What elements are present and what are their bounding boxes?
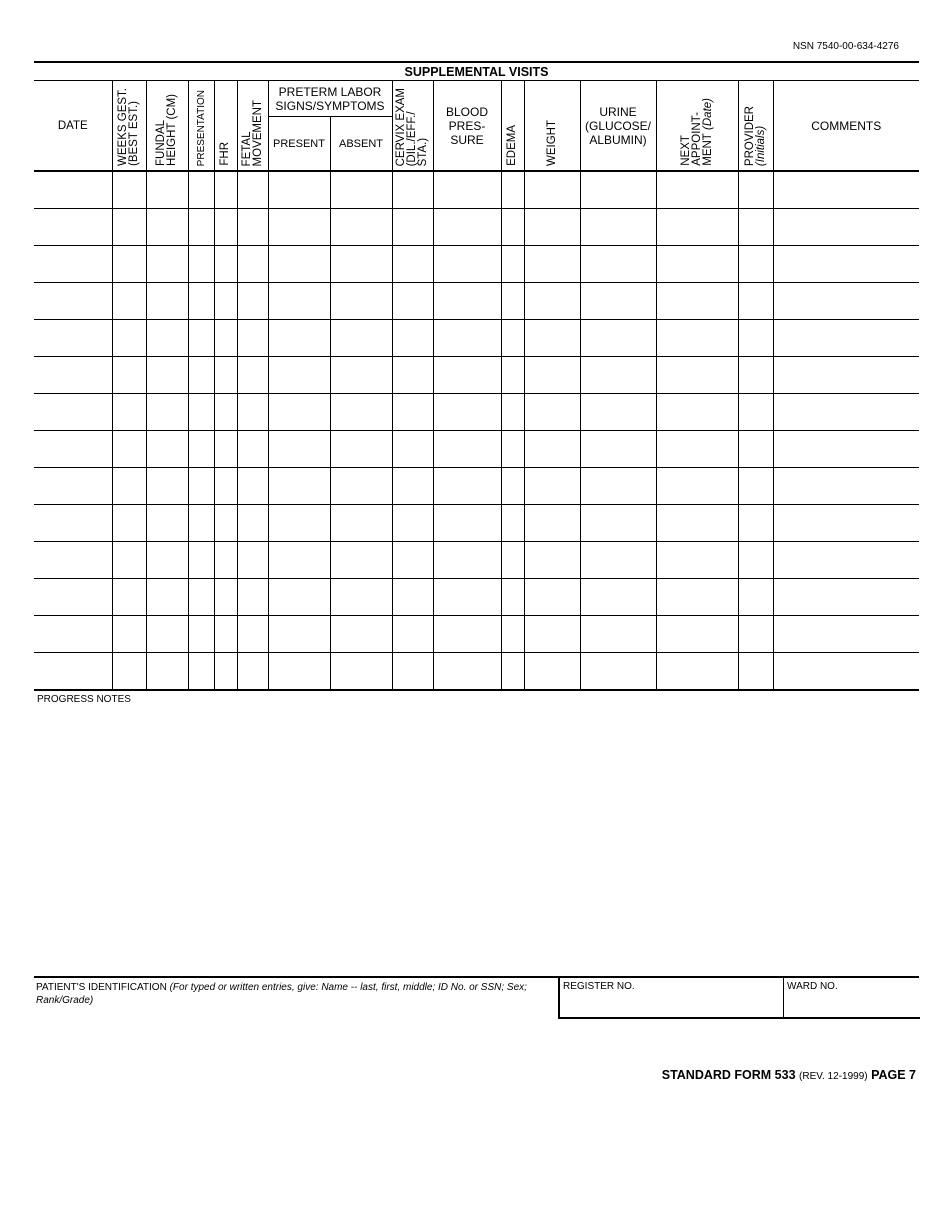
- table-cell[interactable]: [580, 357, 656, 394]
- table-cell[interactable]: [112, 505, 146, 542]
- table-cell[interactable]: [237, 394, 268, 431]
- table-row: [34, 431, 919, 468]
- table-cell[interactable]: [524, 505, 580, 542]
- table-cell[interactable]: [580, 505, 656, 542]
- table-cell[interactable]: [524, 616, 580, 653]
- table-cell[interactable]: [433, 505, 501, 542]
- table-cell[interactable]: [773, 616, 919, 653]
- table-cell[interactable]: [34, 579, 112, 616]
- table-row: [34, 394, 919, 431]
- table-cell[interactable]: [112, 653, 146, 691]
- table-cell[interactable]: [112, 394, 146, 431]
- table-cell[interactable]: [392, 653, 433, 691]
- table-cell[interactable]: [392, 320, 433, 357]
- table-cell[interactable]: [237, 320, 268, 357]
- table-cell[interactable]: [524, 320, 580, 357]
- table-cell[interactable]: [112, 616, 146, 653]
- table-cell[interactable]: [433, 394, 501, 431]
- table-cell[interactable]: [214, 171, 237, 209]
- table-cell[interactable]: [330, 171, 392, 209]
- header-cervix-exam: CERVIX EXAM (DIL./EFF./ STA.): [392, 81, 433, 172]
- table-cell[interactable]: [268, 394, 330, 431]
- table-cell[interactable]: [433, 357, 501, 394]
- table-cell[interactable]: [112, 579, 146, 616]
- table-cell[interactable]: [237, 357, 268, 394]
- table-cell[interactable]: [146, 616, 188, 653]
- table-cell[interactable]: [433, 468, 501, 505]
- table-cell[interactable]: [738, 320, 773, 357]
- table-cell[interactable]: [738, 431, 773, 468]
- table-cell[interactable]: [214, 616, 237, 653]
- table-cell[interactable]: [330, 320, 392, 357]
- table-cell[interactable]: [501, 320, 524, 357]
- header-urine: URINE (GLUCOSE/ ALBUMIN): [580, 81, 656, 172]
- table-cell[interactable]: [188, 579, 214, 616]
- table-cell[interactable]: [188, 171, 214, 209]
- table-cell[interactable]: [330, 653, 392, 691]
- table-cell[interactable]: [433, 209, 501, 246]
- table-cell[interactable]: [268, 283, 330, 320]
- table-cell[interactable]: [738, 505, 773, 542]
- table-cell[interactable]: [656, 542, 738, 579]
- table-cell[interactable]: [330, 209, 392, 246]
- table-cell[interactable]: [656, 209, 738, 246]
- table-cell[interactable]: [146, 357, 188, 394]
- header-next-appointment: NEXT APPOINT- MENT (Date): [656, 81, 738, 172]
- table-cell[interactable]: [392, 468, 433, 505]
- table-cell[interactable]: [524, 283, 580, 320]
- table-cell[interactable]: [656, 579, 738, 616]
- table-cell[interactable]: [656, 357, 738, 394]
- table-cell[interactable]: [188, 357, 214, 394]
- table-cell[interactable]: [268, 653, 330, 691]
- table-cell[interactable]: [146, 579, 188, 616]
- table-cell[interactable]: [237, 653, 268, 691]
- table-cell[interactable]: [501, 171, 524, 209]
- nsn-number: NSN 7540-00-634-4276: [792, 41, 899, 52]
- form-number: STANDARD FORM 533: [661, 1068, 796, 1082]
- table-cell[interactable]: [392, 542, 433, 579]
- table-cell[interactable]: [214, 320, 237, 357]
- table-cell[interactable]: [392, 616, 433, 653]
- table-cell[interactable]: [773, 320, 919, 357]
- table-cell[interactable]: [773, 283, 919, 320]
- table-cell[interactable]: [501, 283, 524, 320]
- table-cell[interactable]: [738, 653, 773, 691]
- table-cell[interactable]: [34, 283, 112, 320]
- table-cell[interactable]: [501, 246, 524, 283]
- table-cell[interactable]: [268, 468, 330, 505]
- table-cell[interactable]: [214, 283, 237, 320]
- table-cell[interactable]: [433, 579, 501, 616]
- table-cell[interactable]: [188, 468, 214, 505]
- table-cell[interactable]: [501, 579, 524, 616]
- patient-id-field[interactable]: [36, 981, 556, 1007]
- table-cell[interactable]: [268, 171, 330, 209]
- table-cell[interactable]: [34, 246, 112, 283]
- table-cell[interactable]: [773, 542, 919, 579]
- table-cell[interactable]: [580, 209, 656, 246]
- table-cell[interactable]: [188, 209, 214, 246]
- table-cell[interactable]: [34, 431, 112, 468]
- table-cell[interactable]: [580, 542, 656, 579]
- ward-no-label: WARD NO.: [787, 981, 838, 992]
- table-cell[interactable]: [188, 505, 214, 542]
- table-cell[interactable]: [580, 579, 656, 616]
- table-cell[interactable]: [433, 171, 501, 209]
- register-no-field[interactable]: [558, 978, 784, 1019]
- table-cell[interactable]: [268, 320, 330, 357]
- table-cell[interactable]: [214, 394, 237, 431]
- table-cell[interactable]: [501, 505, 524, 542]
- table-cell[interactable]: [738, 394, 773, 431]
- table-cell[interactable]: [34, 468, 112, 505]
- table-cell[interactable]: [433, 431, 501, 468]
- table-cell[interactable]: [392, 394, 433, 431]
- table-cell[interactable]: [433, 246, 501, 283]
- table-cell[interactable]: [524, 579, 580, 616]
- header-fetal-movement: FETAL MOVEMENT: [237, 81, 268, 172]
- table-cell[interactable]: [237, 431, 268, 468]
- table-cell[interactable]: [330, 542, 392, 579]
- table-cell[interactable]: [392, 209, 433, 246]
- table-cell[interactable]: [237, 579, 268, 616]
- header-presentation: PRESENTATION: [188, 81, 214, 172]
- table-cell[interactable]: [268, 431, 330, 468]
- table-cell[interactable]: [146, 431, 188, 468]
- table-cell[interactable]: [580, 320, 656, 357]
- table-cell[interactable]: [34, 394, 112, 431]
- header-weight: WEIGHT: [524, 81, 580, 172]
- table-cell[interactable]: [214, 209, 237, 246]
- table-cell[interactable]: [656, 320, 738, 357]
- header-date: DATE: [34, 81, 112, 172]
- table-cell[interactable]: [738, 468, 773, 505]
- table-cell[interactable]: [112, 171, 146, 209]
- table-cell[interactable]: [112, 320, 146, 357]
- table-cell[interactable]: [773, 468, 919, 505]
- table-cell[interactable]: [34, 653, 112, 691]
- table-cell[interactable]: [656, 171, 738, 209]
- table-cell[interactable]: [146, 283, 188, 320]
- table-cell[interactable]: [524, 394, 580, 431]
- header-present: PRESENT: [268, 117, 330, 172]
- table-cell[interactable]: [392, 283, 433, 320]
- table-cell[interactable]: [112, 468, 146, 505]
- table-cell[interactable]: [214, 505, 237, 542]
- table-cell[interactable]: [214, 468, 237, 505]
- table-cell[interactable]: [188, 394, 214, 431]
- table-cell[interactable]: [34, 357, 112, 394]
- table-row: [34, 505, 919, 542]
- table-cell[interactable]: [392, 505, 433, 542]
- table-cell[interactable]: [524, 246, 580, 283]
- table-cell[interactable]: [330, 246, 392, 283]
- table-cell[interactable]: [237, 542, 268, 579]
- form-footer: [662, 1068, 916, 1082]
- patient-id-instructions: (For typed or written entries, give: Name -- last, first, middle; ID No. or SSN; Sex; Rank/Grade): [36, 982, 527, 1006]
- table-cell[interactable]: [580, 394, 656, 431]
- progress-notes-label: PROGRESS NOTES: [37, 694, 131, 705]
- table-cell[interactable]: [392, 357, 433, 394]
- table-cell[interactable]: [237, 468, 268, 505]
- table-cell[interactable]: [188, 246, 214, 283]
- register-no-label: REGISTER NO.: [563, 981, 635, 992]
- header-preterm-labor: PRETERM LABOR SIGNS/SYMPTOMS: [268, 81, 392, 117]
- table-title: SUPPLEMENTAL VISITS: [34, 62, 919, 81]
- table-row: [34, 616, 919, 653]
- table-cell[interactable]: [433, 320, 501, 357]
- table-cell[interactable]: [214, 653, 237, 691]
- table-row: [34, 320, 919, 357]
- table-cell[interactable]: [433, 542, 501, 579]
- table-cell[interactable]: [524, 357, 580, 394]
- table-cell[interactable]: [214, 246, 237, 283]
- header-fhr: FHR: [214, 81, 237, 172]
- table-cell[interactable]: [773, 431, 919, 468]
- table-cell[interactable]: [188, 616, 214, 653]
- table-cell[interactable]: [268, 579, 330, 616]
- table-cell[interactable]: [268, 357, 330, 394]
- table-cell[interactable]: [146, 505, 188, 542]
- table-cell[interactable]: [656, 431, 738, 468]
- table-cell[interactable]: [112, 246, 146, 283]
- table-row: [34, 171, 919, 209]
- table-cell[interactable]: [656, 468, 738, 505]
- table-cell[interactable]: [34, 616, 112, 653]
- table-cell[interactable]: [524, 431, 580, 468]
- supplemental-visits-table: [34, 61, 919, 691]
- table-cell[interactable]: [524, 653, 580, 691]
- table-cell[interactable]: [146, 209, 188, 246]
- table-cell[interactable]: [773, 246, 919, 283]
- table-cell[interactable]: [524, 209, 580, 246]
- table-cell[interactable]: [237, 171, 268, 209]
- table-cell[interactable]: [268, 209, 330, 246]
- table-cell[interactable]: [237, 209, 268, 246]
- table-cell[interactable]: [773, 357, 919, 394]
- table-cell[interactable]: [501, 209, 524, 246]
- table-cell[interactable]: [580, 468, 656, 505]
- table-cell[interactable]: [146, 320, 188, 357]
- ward-no-field[interactable]: [783, 978, 920, 1019]
- table-cell[interactable]: [330, 505, 392, 542]
- table-row: [34, 283, 919, 320]
- table-cell[interactable]: [112, 357, 146, 394]
- header-fundal-height: FUNDAL HEIGHT (CM): [146, 81, 188, 172]
- table-cell[interactable]: [524, 542, 580, 579]
- table-row: [34, 357, 919, 394]
- table-cell[interactable]: [524, 468, 580, 505]
- table-cell[interactable]: [146, 394, 188, 431]
- table-row: [34, 579, 919, 616]
- header-provider: PROVIDER (Initials): [738, 81, 773, 172]
- table-cell[interactable]: [112, 431, 146, 468]
- table-cell[interactable]: [34, 505, 112, 542]
- table-cell[interactable]: [188, 431, 214, 468]
- page-number: PAGE 7: [871, 1068, 916, 1082]
- table-cell[interactable]: [34, 542, 112, 579]
- table-cell[interactable]: [656, 394, 738, 431]
- table-cell[interactable]: [392, 579, 433, 616]
- table-cell[interactable]: [773, 209, 919, 246]
- table-cell[interactable]: [580, 246, 656, 283]
- table-cell[interactable]: [738, 357, 773, 394]
- table-cell[interactable]: [34, 209, 112, 246]
- table-cell[interactable]: [433, 653, 501, 691]
- table-cell[interactable]: [214, 357, 237, 394]
- table-cell[interactable]: [580, 283, 656, 320]
- table-cell[interactable]: [214, 579, 237, 616]
- table-cell[interactable]: [112, 209, 146, 246]
- table-row: [34, 542, 919, 579]
- table-cell[interactable]: [268, 505, 330, 542]
- table-cell[interactable]: [738, 616, 773, 653]
- table-cell[interactable]: [656, 653, 738, 691]
- table-cell[interactable]: [501, 431, 524, 468]
- table-cell[interactable]: [268, 616, 330, 653]
- header-absent: ABSENT: [330, 117, 392, 172]
- table-cell[interactable]: [738, 542, 773, 579]
- header-comments: COMMENTS: [773, 81, 919, 172]
- table-cell[interactable]: [146, 171, 188, 209]
- table-cell[interactable]: [392, 171, 433, 209]
- table-cell[interactable]: [580, 431, 656, 468]
- table-cell[interactable]: [580, 653, 656, 691]
- table-cell[interactable]: [237, 283, 268, 320]
- patient-identification-section: [34, 976, 919, 1018]
- table-cell[interactable]: [392, 431, 433, 468]
- table-cell[interactable]: [214, 542, 237, 579]
- table-cell[interactable]: [330, 283, 392, 320]
- table-cell[interactable]: [146, 653, 188, 691]
- table-cell[interactable]: [773, 579, 919, 616]
- table-cell[interactable]: [501, 653, 524, 691]
- table-cell[interactable]: [773, 653, 919, 691]
- table-cell[interactable]: [188, 542, 214, 579]
- table-cell[interactable]: [433, 283, 501, 320]
- header-weeks-gest: WEEKS GEST. (BEST EST.): [112, 81, 146, 172]
- table-cell[interactable]: [268, 542, 330, 579]
- table-cell[interactable]: [656, 283, 738, 320]
- table-cell[interactable]: [773, 394, 919, 431]
- table-cell[interactable]: [738, 246, 773, 283]
- table-cell[interactable]: [656, 246, 738, 283]
- table-cell[interactable]: [738, 579, 773, 616]
- table-cell[interactable]: [34, 320, 112, 357]
- table-cell[interactable]: [214, 431, 237, 468]
- table-row: [34, 468, 919, 505]
- table-cell[interactable]: [773, 171, 919, 209]
- table-cell[interactable]: [392, 246, 433, 283]
- table-cell[interactable]: [112, 283, 146, 320]
- table-cell[interactable]: [773, 505, 919, 542]
- table-cell[interactable]: [146, 468, 188, 505]
- table-cell[interactable]: [501, 468, 524, 505]
- table-cell[interactable]: [188, 653, 214, 691]
- table-cell[interactable]: [501, 357, 524, 394]
- table-cell[interactable]: [237, 616, 268, 653]
- table-cell[interactable]: [188, 283, 214, 320]
- table-cell[interactable]: [146, 542, 188, 579]
- table-cell[interactable]: [237, 505, 268, 542]
- table-row: [34, 653, 919, 691]
- table-cell[interactable]: [656, 616, 738, 653]
- table-cell[interactable]: [268, 246, 330, 283]
- table-row: [34, 209, 919, 246]
- table-cell[interactable]: [330, 616, 392, 653]
- table-cell[interactable]: [580, 616, 656, 653]
- table-cell[interactable]: [738, 171, 773, 209]
- table-cell[interactable]: [501, 394, 524, 431]
- table-cell[interactable]: [237, 246, 268, 283]
- table-cell[interactable]: [330, 394, 392, 431]
- table-cell[interactable]: [738, 209, 773, 246]
- patient-id-label: PATIENT'S IDENTIFICATION: [36, 982, 167, 993]
- form-revision: (REV. 12-1999): [799, 1071, 868, 1082]
- table-cell[interactable]: [146, 246, 188, 283]
- table-cell[interactable]: [580, 171, 656, 209]
- table-cell[interactable]: [433, 616, 501, 653]
- table-cell[interactable]: [112, 542, 146, 579]
- table-cell[interactable]: [330, 579, 392, 616]
- table-cell[interactable]: [738, 283, 773, 320]
- table-cell[interactable]: [330, 468, 392, 505]
- table-cell[interactable]: [501, 542, 524, 579]
- header-blood-pressure: BLOOD PRES- SURE: [433, 81, 501, 172]
- table-cell[interactable]: [501, 616, 524, 653]
- table-cell[interactable]: [524, 171, 580, 209]
- table-cell[interactable]: [656, 505, 738, 542]
- header-edema: EDEMA: [501, 81, 524, 172]
- table-cell[interactable]: [188, 320, 214, 357]
- table-cell[interactable]: [34, 171, 112, 209]
- table-row: [34, 246, 919, 283]
- table-cell[interactable]: [330, 357, 392, 394]
- table-cell[interactable]: [330, 431, 392, 468]
